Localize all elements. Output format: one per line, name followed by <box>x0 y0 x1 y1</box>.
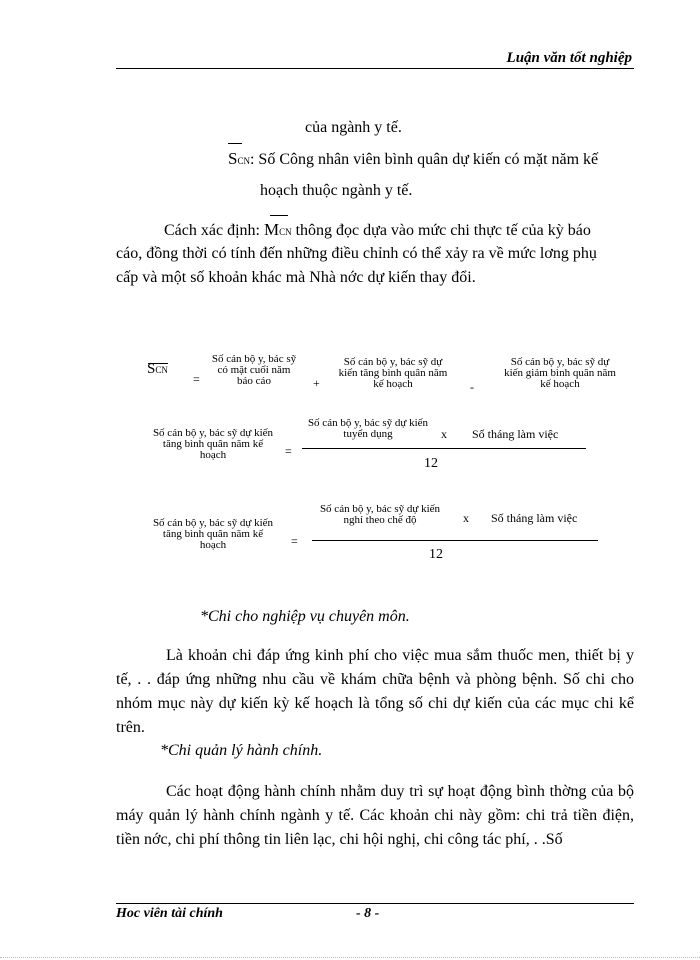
formula2-denominator: 12 <box>424 456 438 471</box>
formula1-term1: Số cán bộ y, bác sỹ có mặt cuối năm báo cáo <box>211 353 297 387</box>
formula1-term3: Số cán bộ y, bác sỹ dự kiến giảm bình quân năm kế hoạch <box>504 356 616 390</box>
formula2-times: x <box>441 427 447 441</box>
section-paragraph-admin: Các hoạt động hành chính nhằm duy trì sự hoạt động bình thờng của bộ máy quản lý hành chính ngành y tế. Các khoản chi này gồm: chi trả tiền điện, tiền nớc, chi phí thông tin liên lạc, chi hội nghị, chi công tác phí, . .Số <box>116 783 634 848</box>
formula2-fraction-bar <box>302 448 586 449</box>
section-heading-professional: *Chi cho nghiệp vụ chuyên môn. <box>200 608 410 625</box>
formula2-numerator-a: Số cán bộ y, bác sỹ dự kiến tuyển dụng <box>307 417 429 440</box>
formula1-plus: + <box>313 376 320 390</box>
section-paragraph-professional: Là khoản chi đáp ứng kinh phí cho việc mua sắm thuốc men, thiết bị y tế, . . đáp ứng những nhu cầu về khám chữa bệnh và phòng bệnh. Số chi cho nhóm mục này dự kiến kỳ kế hoạch là tổng số chi dự kiến của các mục chi kể trên. <box>116 647 634 736</box>
body-line-1: của ngành y tế. <box>305 119 402 136</box>
formula3-fraction-bar <box>312 540 598 541</box>
formula3-lhs: Số cán bộ y, bác sỹ dự kiến tăng bình quân năm kế hoạch <box>152 517 274 551</box>
footer-rule <box>116 903 634 904</box>
page-edge <box>0 957 700 958</box>
formula2-numerator-b: Số tháng làm việc <box>472 427 559 441</box>
formula3-denominator: 12 <box>429 547 443 562</box>
scn-definition-cont: hoạch thuộc ngành y tế. <box>260 182 413 199</box>
formula2-equals: = <box>285 444 292 458</box>
formula1-equals: = <box>193 372 200 386</box>
formula3-numerator-a: Số cán bộ y, bác sỹ dự kiến nghỉ theo chế độ <box>319 503 441 526</box>
method-line-1: Cách xác định: MCN thông đọc dựa vào mức chi thực tế của kỳ báo <box>164 220 591 239</box>
header-rule <box>116 68 634 69</box>
footer-institution: Hoc viên tài chính <box>116 906 223 921</box>
formula3-times: x <box>463 511 469 525</box>
formula2-lhs: Số cán bộ y, bác sỹ dự kiến tăng bình quân năm kế hoạch <box>152 427 274 461</box>
method-line-3: cấp và một số khoản khác mà Nhà nớc dự kiến thay đổi. <box>116 269 476 286</box>
method-line-2: cáo, đồng thời có tính đến những điều chỉnh có thể xảy ra về mức lơng phụ <box>116 245 597 262</box>
formula1-minus: - <box>470 380 474 394</box>
formula1-lhs: SCN <box>147 361 168 377</box>
scn-definition: SCN: Số Công nhân viên bình quân dự kiến có mặt năm kế <box>228 149 599 168</box>
mcn-overbar <box>270 215 288 216</box>
page-number: - 8 - <box>356 906 380 921</box>
running-header-title: Luận văn tốt nghiệp <box>506 50 632 66</box>
section-heading-admin: *Chi quản lý hành chính. <box>160 742 323 759</box>
formula3-numerator-b: Số tháng làm việc <box>491 511 578 525</box>
formula3-equals: = <box>291 534 298 548</box>
scn-overbar <box>228 143 242 144</box>
formula1-term2: Số cán bộ y, bác sỹ dự kiến tăng bình quân năm kế hoạch <box>338 356 448 390</box>
